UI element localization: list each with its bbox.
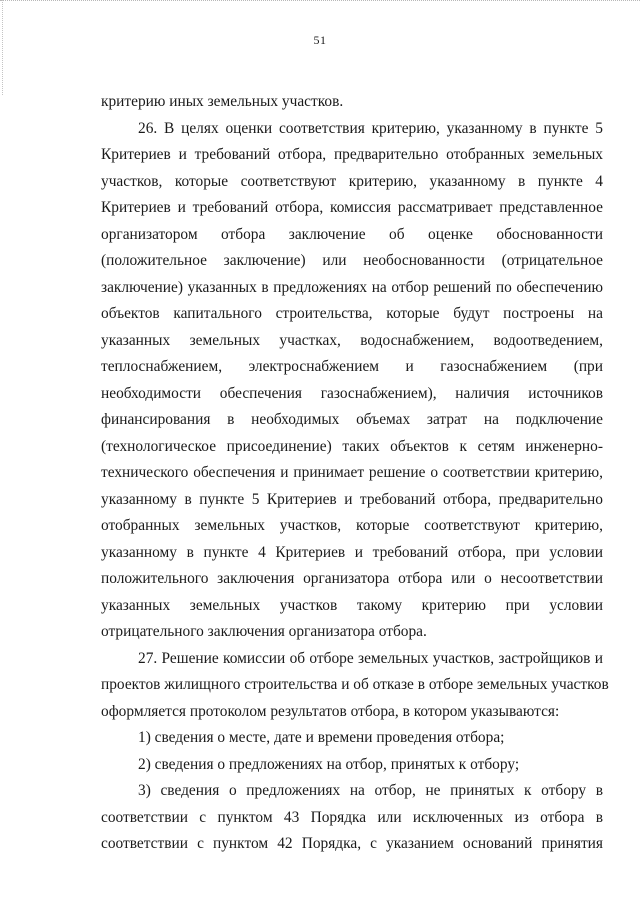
text-line: Критериев и требований отбора, комиссия рассматривает представленное [101,199,603,216]
text-line: (положительное заключение) или необоснованности (отрицательное [101,252,603,269]
text-line: положительного заключения организатора отбора или о несоответствии [101,570,603,587]
text-line: 26. В целях оценки соответствия критерию, указанному в пункте 5 [138,119,603,137]
text-line: указанных земельных участках, водоснабжением, водоотведением, [101,331,603,349]
text-line: соответствии с пунктом 43 Порядка или исключенных из отбора в [101,808,603,826]
text-line: технического обеспечения и принимает решение о соответствии критерию, [101,464,603,481]
text-line: необходимости обеспечения газоснабжением), наличия источников [101,384,603,402]
text-line: оформляется протоколом результатов отбора, в котором указываются: [101,702,560,720]
text-line: заключение) указанных в предложениях на отбор решений по обеспечению [101,278,603,296]
text-line: соответствии с пунктом 42 Порядка, с указанием оснований принятия [101,835,603,852]
text-line: критерию иных земельных участков. [101,93,344,110]
text-line: Критериев и требований отбора, предварительно отобранных земельных [101,146,603,163]
text-line: 27. Решение комиссии об отборе земельных участков, застройщиков и [138,649,603,667]
text-line: отрицательного заключения организатора отбора. [101,623,427,640]
page-number: 51 [313,33,327,47]
text-line: финансирования в необходимых объемах затрат на подключение [101,411,603,428]
text-line: (технологическое присоединение) таких объектов к сетям инженерно- [101,437,603,455]
document-body [101,89,609,858]
text-line: 2) сведения о предложениях на отбор, принятых к отбору; [138,755,520,773]
text-line: 3) сведения о предложениях на отбор, не принятых к отбору в [138,782,603,799]
text-line: отобранных земельных участков, которые соответствуют критерию, [101,517,603,534]
text-line: теплоснабжением, электроснабжением и газоснабжением (при [101,358,603,375]
text-line: объектов капитального строительства, которые будут построены на [101,305,603,322]
text-line: указанному в пункте 4 Критериев и требований отбора, при условии [101,543,603,561]
text-line: проектов жилищного строительства и об отказе в отборе земельных участков [101,676,609,693]
text-line: участков, которые соответствуют критерию, указанному в пункте 4 [101,172,603,190]
text-line: 1) сведения о месте, дате и времени проведения отбора; [138,729,505,746]
scan-top-edge [0,0,640,1]
text-line: указанному в пункте 5 Критериев и требований отбора, предварительно [101,490,603,508]
text-line: организатором отбора заключение об оценке обоснованности [101,225,603,243]
text-line: указанных земельных участков такому критерию при условии [101,596,603,614]
